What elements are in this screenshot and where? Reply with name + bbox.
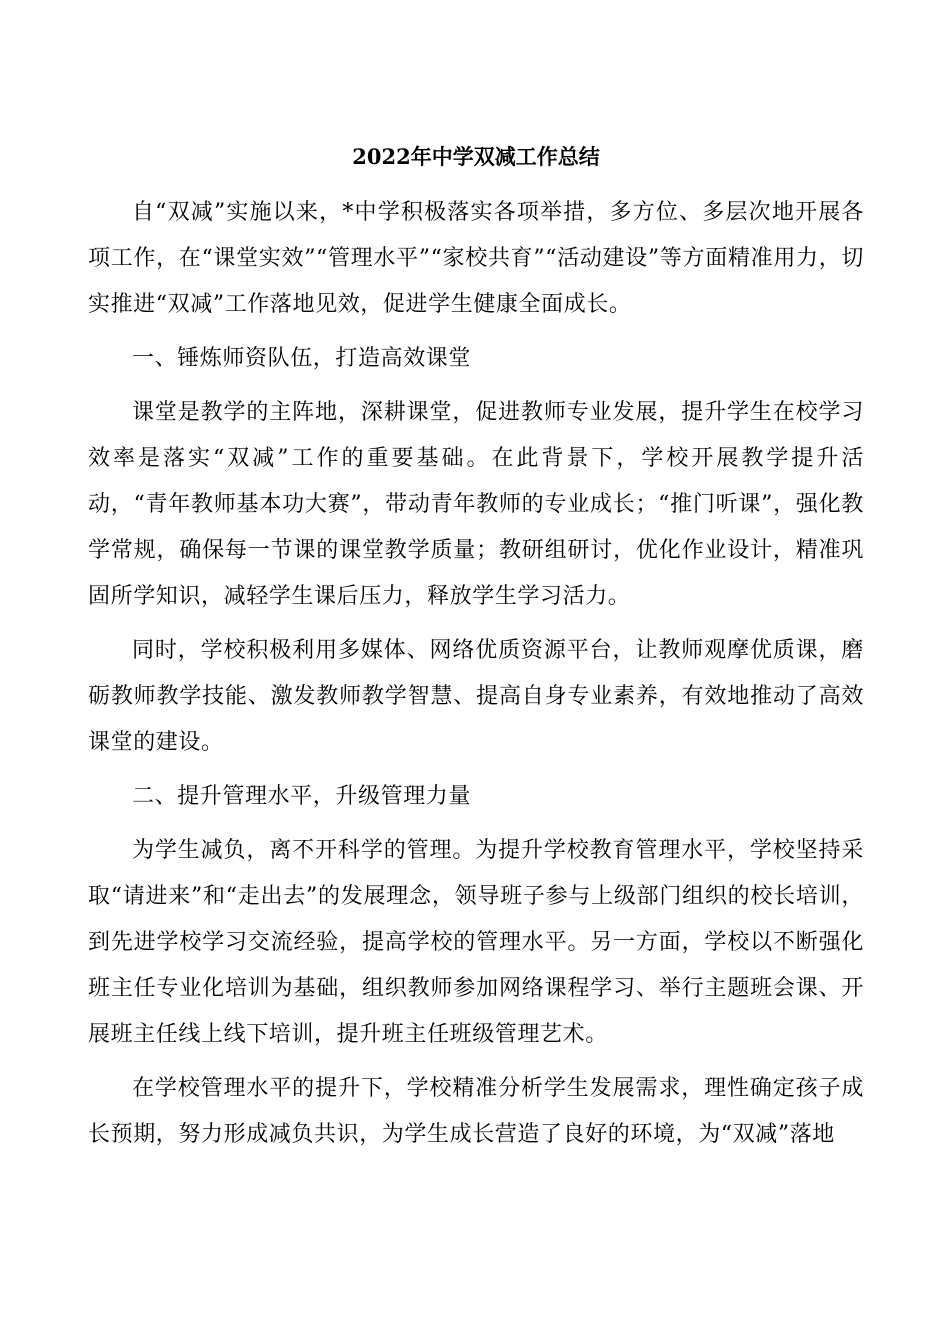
- intro-paragraph: 自“双减”实施以来，*中学积极落实各项举措，多方位、多层次地开展各项工作，在“课堂实效”“管理水平”“家校共育”“活动建设”等方面精准用力，切实推进“双减”工作落地见效，促进学生健康全面成长。: [88, 200, 864, 317]
- section-2-paragraph-2: 在学校管理水平的提升下，学校精准分析学生发展需求，理性确定孩子成长预期，努力形成减负共识，为学生成长营造了良好的环境，为“双减”落地: [88, 1076, 864, 1147]
- section-heading-1: 一、锤炼师资队伍，打造高效课堂: [132, 346, 472, 371]
- section-2-paragraph-1: 为学生减负，离不开科学的管理。为提升学校教育管理水平，学校坚持采取“请进来”和“走出去”的发展理念，领导班子参与上级部门组织的校长培训，到先进学校学习交流经验，提高学校的管理水平。另一方面，学校以不断强化班主任专业化培训为基础，组织教师参加网络课程学习、举行主题班会课、开展班主任线上线下培训，提升班主任班级管理艺术。: [88, 838, 864, 1047]
- document-page: [88, 140, 864, 1166]
- document-title: 2022年中学双减工作总结: [352, 144, 600, 169]
- section-1-paragraph-2: 同时，学校积极利用多媒体、网络优质资源平台，让教师观摩优质课，磨砺教师教学技能、激发教师教学智慧、提高自身专业素养，有效地推动了高效课堂的建设。: [88, 638, 864, 755]
- section-1-paragraph-1: 课堂是教学的主阵地，深耕课堂，促进教师专业发展，提升学生在校学习效率是落实“双减”工作的重要基础。在此背景下，学校开展教学提升活动，“青年教师基本功大赛”，带动青年教师的专业成长；“推门听课”，强化教学常规，确保每一节课的课堂教学质量；教研组研讨，优化作业设计，精准巩固所学知识，减轻学生课后压力，释放学生学习活力。: [88, 400, 864, 609]
- section-heading-2: 二、提升管理水平，升级管理力量: [132, 784, 472, 809]
